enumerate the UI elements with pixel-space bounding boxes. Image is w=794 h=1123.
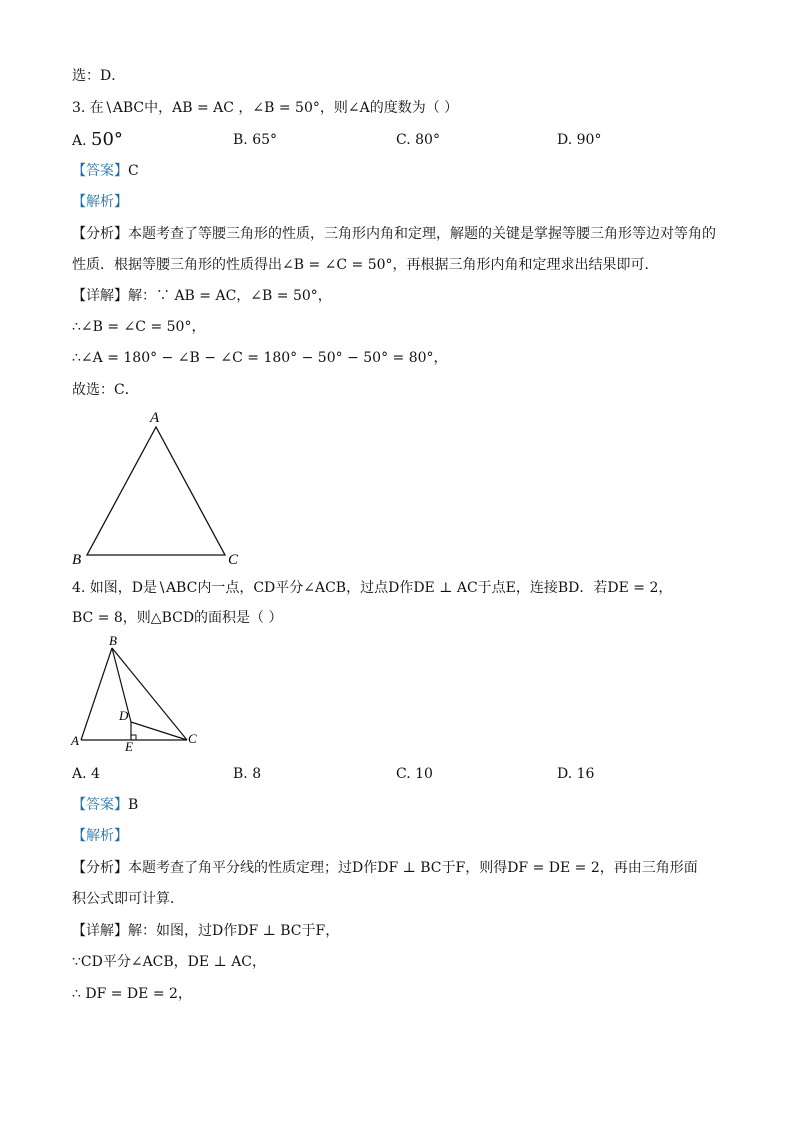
q3-detail-text-3: ∴∠A = 180° − ∠B − ∠C = 180° − 50° − 50° = 80°， — [72, 350, 448, 366]
q3-detail-text-2: ∴∠B = ∠C = 50°， — [72, 319, 206, 335]
q4-answer-line — [72, 795, 138, 815]
q3-option-a — [72, 130, 123, 151]
q4-option-b — [233, 764, 261, 784]
label-d: D — [119, 708, 129, 723]
q3-analysis-line — [72, 192, 128, 212]
q3-fenxi-tag: 【分析】 — [72, 226, 128, 242]
q4-option-a-value: 4 — [91, 766, 100, 782]
q4-option-a — [72, 764, 100, 784]
q3-detail-line-1 — [72, 286, 332, 306]
q4-detail-text-3: ∴ DF = DE = 2， — [72, 986, 192, 1002]
q4-answer-tag: 【答案】 — [72, 797, 128, 813]
q3-fenxi-line-1 — [72, 224, 716, 244]
q4-option-d — [557, 764, 594, 784]
q3-answer-value: C — [128, 163, 139, 179]
question-4-text-1: 4. 如图，D是∖ABC内一点，CD平分∠ACB，过点D作DE ⊥ AC于点E，连接BD．若DE = 2， — [72, 580, 673, 596]
label-b: B — [109, 633, 117, 648]
q3-option-c-label: C. — [396, 132, 411, 148]
question-4-text-2: BC = 8，则△BCD的面积是（ ） — [72, 610, 283, 626]
q3-option-c — [396, 130, 440, 150]
q4-option-a-label: A. — [72, 766, 87, 782]
label-c: C — [188, 731, 197, 746]
q4-figure — [66, 632, 211, 754]
q3-detail-text-1: 解：∵ AB = AC，∠B = 50°， — [128, 288, 332, 304]
q3-option-a-label: A. — [72, 133, 87, 149]
q4-option-d-label: D. — [557, 766, 573, 782]
triangle-abc — [87, 427, 225, 555]
q3-option-d-value: 90° — [576, 132, 602, 148]
q4-fenxi-line-2 — [72, 889, 184, 909]
q3-triangle-figure — [66, 405, 256, 570]
label-e: E — [125, 739, 133, 754]
q4-option-c — [396, 764, 433, 784]
q4-detail-tag: 【详解】 — [72, 923, 128, 939]
label-a: A — [71, 733, 79, 748]
q4-option-c-value: 10 — [415, 766, 433, 782]
question-4-stem-1 — [72, 578, 672, 598]
q4-fenxi-tag: 【分析】 — [72, 860, 128, 876]
q4-option-c-label: C. — [396, 766, 411, 782]
q4-detail-line-3 — [72, 984, 192, 1004]
vertex-label-a: A — [150, 410, 160, 426]
vertex-label-b: B — [72, 552, 82, 568]
q3-option-b — [233, 130, 277, 150]
q3-fenxi-line-2 — [72, 255, 659, 275]
q3-detail-line-3 — [72, 348, 448, 368]
q3-detail-line-2 — [72, 317, 205, 337]
q3-option-a-value: 50° — [91, 129, 123, 150]
q3-option-d — [557, 130, 601, 150]
q3-answer-tag: 【答案】 — [72, 163, 128, 179]
question-3-text: 3. 在∖ABC中，AB = AC ，∠B = 50°，则∠A的度数为（ ） — [72, 100, 459, 116]
segment-ab — [81, 648, 112, 740]
q4-option-d-value: 16 — [576, 766, 595, 782]
q4-answer-value: B — [128, 797, 139, 813]
previous-answer-line — [72, 66, 125, 86]
q3-detail-tag: 【详解】 — [72, 288, 128, 304]
q3-option-d-label: D. — [557, 132, 573, 148]
q4-fenxi-line-1 — [72, 858, 698, 878]
q3-option-b-value: 65° — [252, 132, 278, 148]
q3-fenxi-text-2: 性质．根据等腰三角形的性质得出∠B = ∠C = 50°，再根据三角形内角和定理求出结果即可． — [72, 257, 659, 273]
q4-option-b-label: B. — [233, 766, 248, 782]
q3-detail-line-4 — [72, 380, 139, 400]
q3-answer-line — [72, 161, 139, 181]
q3-option-b-label: B. — [233, 132, 248, 148]
q3-analysis-tag: 【解析】 — [72, 194, 128, 210]
q4-option-b-value: 8 — [252, 766, 262, 782]
q4-fenxi-text-2: 积公式即可计算． — [72, 891, 184, 907]
vertex-label-c: C — [228, 552, 239, 568]
q4-detail-text-1: 解：如图，过D作DF ⊥ BC于F， — [128, 923, 340, 939]
q4-fenxi-text-1: 本题考查了角平分线的性质定理；过D作DF ⊥ BC于F，则得DF = DE = 2，再由三角形面 — [128, 860, 698, 876]
q4-analysis-line — [72, 826, 128, 846]
q4-detail-text-2: ∵CD平分∠ACB，DE ⊥ AC， — [72, 954, 267, 970]
question-3-stem — [72, 98, 458, 118]
question-4-stem-2 — [72, 608, 283, 628]
q4-detail-line-2 — [72, 952, 266, 972]
segment-dc — [131, 722, 187, 740]
previous-answer-text: 选：D． — [72, 68, 126, 84]
q4-detail-line-1 — [72, 921, 339, 941]
q3-option-c-value: 80° — [415, 132, 440, 148]
q3-detail-text-4: 故选：C． — [72, 382, 139, 398]
q3-fenxi-text-1: 本题考查了等腰三角形的性质，三角形内角和定理，解题的关键是掌握等腰三角形等边对等角的 — [128, 226, 716, 242]
q4-analysis-tag: 【解析】 — [72, 828, 128, 844]
